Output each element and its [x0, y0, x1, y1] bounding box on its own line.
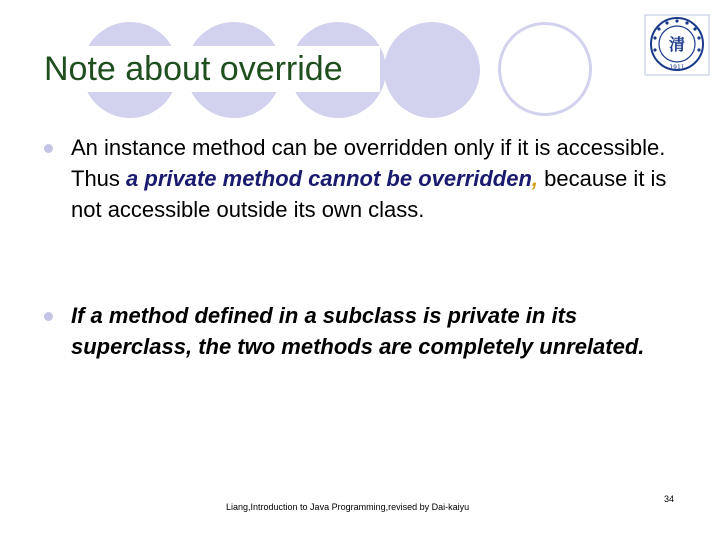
bullet-emphasis: a private method cannot be overridden: [126, 166, 532, 191]
bullet-item: [40, 132, 680, 262]
slide-footer: Liang,Introduction to Java Programming,revised by Dai-kaiyu: [226, 502, 470, 512]
bullet-marker: [44, 144, 53, 153]
bullet-emphasis-punct: ,: [531, 166, 539, 191]
page-number: 34: [664, 494, 675, 504]
bullet-text-before: An instance method can be overridden only if it is accessible. Thus: [71, 135, 666, 191]
bullet-text: If a method defined in a subclass is private in its superclass, the two methods are completely unrelated.: [71, 303, 645, 359]
slide-title: Note about override: [44, 50, 343, 88]
bullet-item: [40, 300, 680, 400]
logo-year: 1911: [669, 64, 685, 71]
bullet-marker: [44, 312, 53, 321]
bullet-text-after: because it is not accessible outside its own class.: [71, 166, 667, 222]
bullet-text: [71, 132, 681, 225]
logo-character: 清: [668, 35, 686, 54]
